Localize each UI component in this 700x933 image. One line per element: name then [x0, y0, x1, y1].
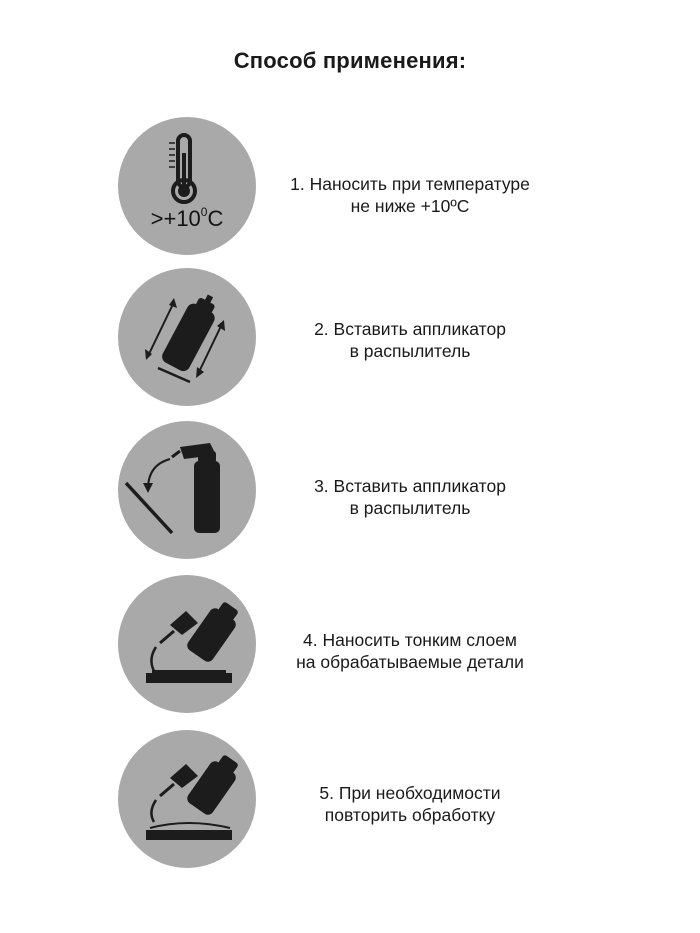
step-4-line-2: на обрабатываемые детали	[296, 652, 524, 672]
step-5-circle	[118, 730, 256, 868]
step-2-line-2: в распылитель	[349, 341, 471, 361]
step-3-line-1: 3. Вставить аппликатор	[314, 476, 506, 496]
spray-apply-icon	[118, 575, 256, 713]
step-3-circle	[118, 421, 256, 559]
insert-applicator-icon	[118, 421, 256, 559]
step-2-line-1: 2. Вставить аппликатор	[314, 319, 506, 339]
step-1	[0, 117, 700, 262]
step-5-line-2: повторить обработку	[324, 805, 496, 825]
step-2	[0, 268, 700, 413]
step-4	[0, 575, 700, 720]
spray-repeat-icon	[118, 730, 256, 868]
temperature-badge: $>+10^0C$	[150, 205, 224, 231]
step-5-caption	[280, 782, 540, 826]
thermometer-icon	[118, 117, 256, 255]
step-1-line-1: 1. Наносить при температуре	[290, 174, 530, 194]
page-title: Способ применения:	[233, 48, 467, 73]
shake-can-icon	[118, 268, 256, 406]
step-3-caption	[280, 475, 540, 519]
step-3-line-2: в распылитель	[349, 498, 471, 518]
step-4-line-1: 4. Наносить тонким слоем	[303, 630, 517, 650]
step-4-circle	[118, 575, 256, 713]
step-5	[0, 730, 700, 875]
step-4-caption	[280, 629, 540, 673]
step-1-circle	[118, 117, 256, 255]
step-1-caption	[280, 173, 540, 217]
step-1-line-2: не ниже +10ºC	[350, 196, 470, 216]
step-3	[0, 421, 700, 566]
step-2-caption	[280, 318, 540, 362]
step-2-circle	[118, 268, 256, 406]
step-5-line-1: 5. При необходимости	[319, 783, 501, 803]
